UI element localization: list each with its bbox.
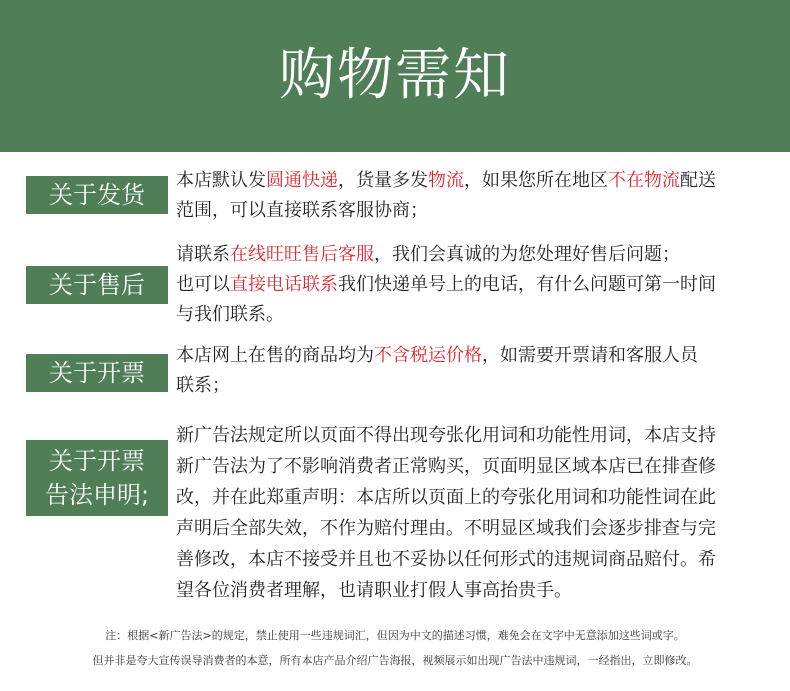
body-text-segment: 与我们联系。 [176, 304, 284, 325]
section-line [176, 482, 756, 513]
footnote: 注：根据<新广告法>的规定，禁止使用一些违规词汇，但因为中文的描述习惯，难免会在文字中无意添加这些词或字。 [105, 629, 685, 642]
tag-label: 关于发货 [49, 181, 145, 209]
section-line [176, 513, 756, 544]
body-text-segment: 本店默认发 [176, 170, 266, 191]
section-line [176, 300, 756, 330]
body-text-segment: 联系； [176, 375, 230, 396]
body-text-segment: ，货量多发 [338, 170, 428, 191]
page-title: 购物需知 [279, 43, 511, 108]
tag-label: 告法申明; [44, 481, 150, 509]
highlight-text: 在线旺旺售后客服 [230, 244, 374, 265]
section-line [176, 451, 756, 482]
tag-label: 关于售后 [49, 271, 145, 299]
body-text-segment: ，我们会真诚的为您处理好售后问题； [374, 244, 680, 265]
tag-aftersales [26, 266, 168, 304]
tag-ad-law [26, 440, 168, 516]
body-text-segment: 请联系 [176, 244, 230, 265]
tag-label: 关于开票 [49, 359, 145, 387]
section-line [176, 544, 756, 575]
section-line [176, 371, 756, 401]
tag-invoice [26, 354, 168, 392]
body-text-segment: 声明后全部失效，不作为赔付理由。不明显区域我们会逐步排查与完 [176, 518, 716, 539]
body-text-segment: 配送 [680, 170, 716, 191]
highlight-text: 物流 [428, 170, 464, 191]
body-text-segment: 改，并在此郑重声明：本店所以页面上的夸张化用词和功能性词在此 [176, 487, 716, 508]
highlight-text: 圆通快递 [266, 170, 338, 191]
section-line [176, 575, 756, 606]
body-text-segment: 范围，可以直接联系客服协商； [176, 200, 428, 221]
body-text-segment: 新广告法规定所以页面不得出现夸张化用词和功能性用词，本店支持 [176, 425, 716, 446]
tag-shipping [26, 176, 168, 214]
section-line [176, 240, 756, 270]
section-body [176, 420, 756, 606]
section-line [176, 341, 756, 371]
section-body [176, 341, 756, 401]
body-text-segment: 我们快递单号上的电话，有什么问题可第一时间 [338, 274, 716, 295]
highlight-text: 不含税运价格 [374, 345, 482, 366]
section-line [176, 166, 756, 196]
body-text-segment: 善修改，本店不接受并且也不妥协以任何形式的违规词商品赔付。希 [176, 549, 716, 570]
tag-label: 关于开票 [49, 447, 145, 475]
header-banner [0, 0, 790, 152]
highlight-text: 不在物流 [608, 170, 680, 191]
body-text-segment: ，如需要开票请和客服人员 [482, 345, 698, 366]
body-text-segment: 本店网上在售的商品均为 [176, 345, 374, 366]
body-text-segment: 望各位消费者理解，也请职业打假人事高抬贵手。 [176, 580, 572, 601]
body-text-segment: 新广告法为了不影响消费者正常购买，页面明显区域本店已在排查修 [176, 456, 716, 477]
highlight-text: 直接电话联系 [230, 274, 338, 295]
section-line [176, 270, 756, 300]
section-line [176, 420, 756, 451]
section-line [176, 196, 756, 226]
section-body [176, 166, 756, 226]
body-text-segment: ，如果您所在地区 [464, 170, 608, 191]
footnote: 但并非是夸大宣传误导消费者的本意，所有本店产品介绍广告海报，视频展示如出现广告法中违规词，一经指出，立即修改。 [92, 654, 698, 667]
body-text-segment: 也可以 [176, 274, 230, 295]
section-body [176, 240, 756, 330]
